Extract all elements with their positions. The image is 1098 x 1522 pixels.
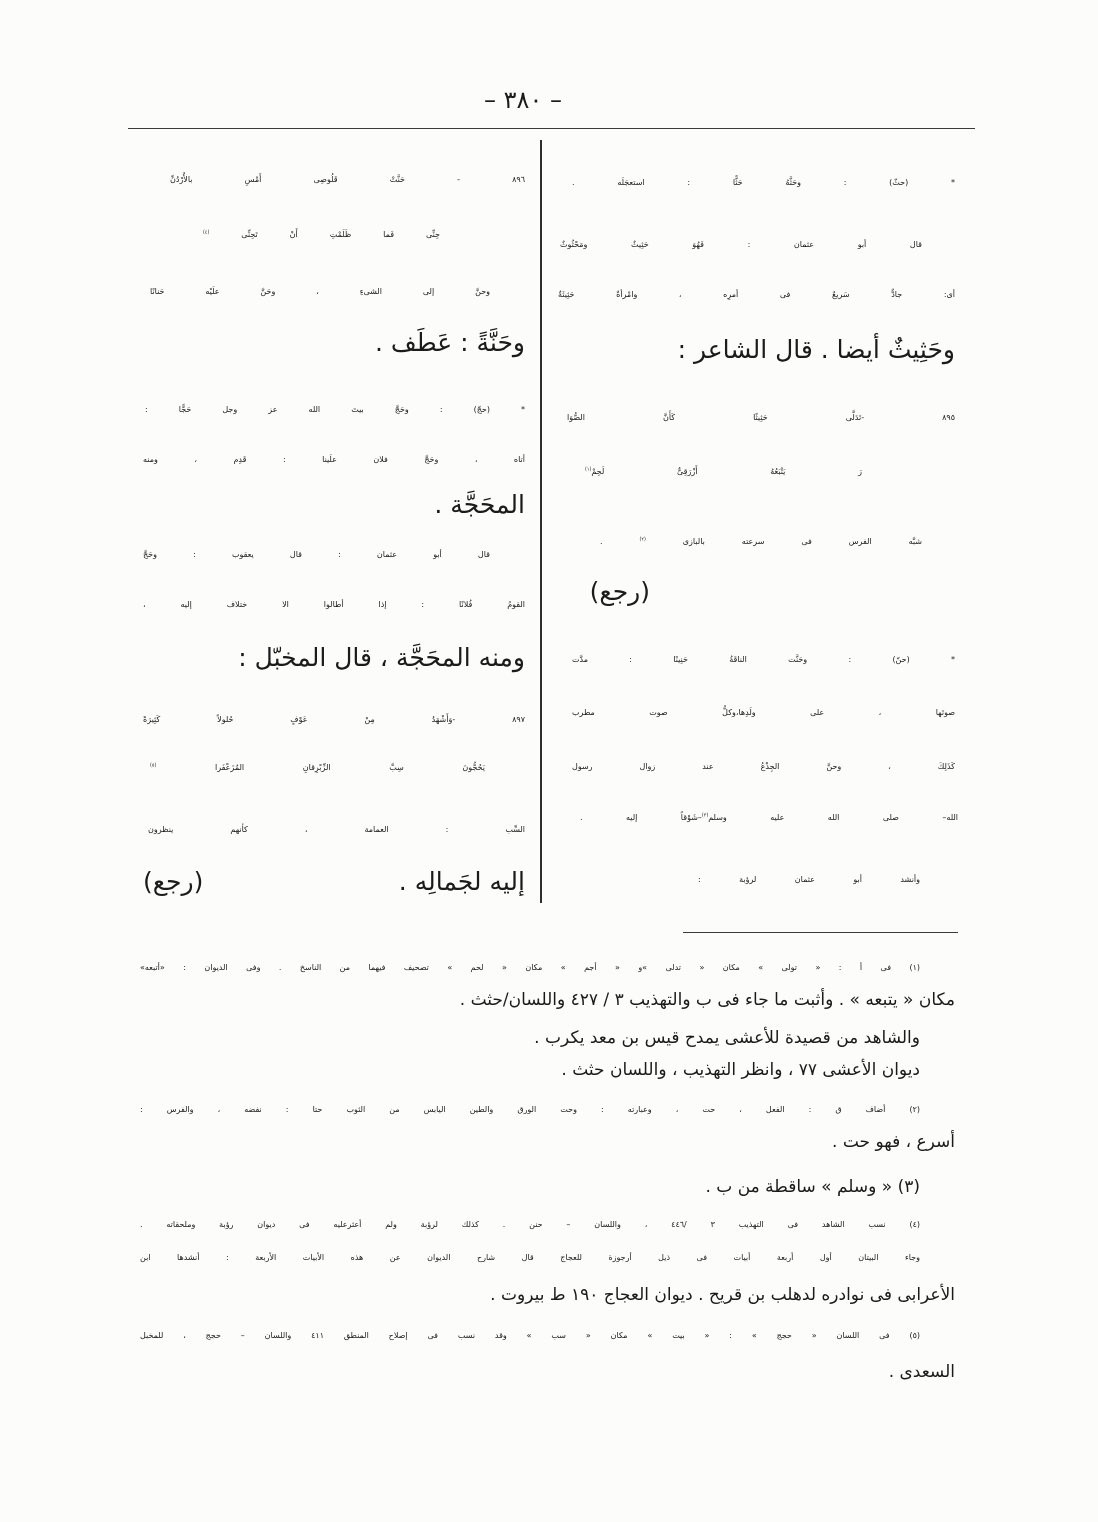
text-line [143, 535, 490, 575]
return-marker [560, 572, 650, 612]
line-text: الله– صلى الله عليه وسلم [708, 813, 958, 822]
footnote-line [140, 954, 920, 982]
footnote-text: أسرع ، فهو حت . [832, 1132, 955, 1152]
line-text: * (حثّ) : وحَثَّهُ حَثًّا : استعجَلَه . [572, 178, 955, 187]
footnote-ref: (٤) [203, 230, 210, 236]
line-text: القومُ فُلانًا : إذا أطالوا الا ختلاف إليه ، [143, 600, 525, 609]
footnote-text: (٥) فى اللسان « حجج » : « بيت » مكان « سب » وقد نسب فى إصلاح المنطق ٤١١ واللسان – حجج ، للمخبل [140, 1331, 921, 1340]
footnote-ref: (١) [585, 467, 592, 473]
line-text: وحَثِيثٌ أيضا . قال الشاعر : [677, 335, 955, 364]
line-text: ومنه المحَجَّة ، قال المخبّل : [238, 643, 525, 672]
entry-line [572, 163, 955, 203]
page-number: – ٣٨٠ – [484, 86, 562, 114]
text-line [558, 275, 955, 315]
text-line [575, 330, 955, 370]
line-text: (رجع) [589, 577, 650, 606]
text-line [572, 747, 955, 787]
line-text: شبَّه الفرس فى سرعته بالبازى [682, 537, 923, 546]
line-text: قال أبو عثمان : قال يعقوب : وحَجَّ [143, 550, 490, 559]
left-column [128, 140, 528, 910]
footnote-line [140, 1322, 920, 1350]
verse-line [143, 700, 525, 740]
line-text-end: . [600, 537, 603, 546]
verse-line [203, 215, 440, 255]
footnote-line [140, 1244, 920, 1272]
line-text: وحنَّ إلى الشىءِ ، وحَنَّ علَيْه حَنانًا [150, 287, 490, 296]
line-text: وأنشد أبو عثمان لرؤبة : [698, 875, 920, 884]
text-line [698, 860, 920, 900]
footnote-ref: (٢) [639, 537, 646, 543]
text-line [325, 862, 525, 902]
page-header [458, 84, 588, 116]
footnotes [128, 925, 958, 1395]
footnote-text: ديوان الأعشى ٧٧ ، وانظر التهذيب ، واللسان حثث . [561, 1060, 920, 1080]
footnote-line [420, 1173, 920, 1201]
footnote-line [155, 986, 955, 1014]
line-text: رَ يَتْبَعُهُ أَزْرَقِىٌّ لَحِمْ [591, 467, 862, 476]
line-text: ٨٩٦ - حَنَّتْ قَلُوصِى أَمْسِ بالأُرْدُنِّ [170, 175, 525, 184]
footnote-text: (١) فى أ : « تولى » مكان « تدلى »و « أجم » مكان « لحم » تصحيف فيهما من الناسخ . وفى الديوان : «أتبعه» [140, 963, 920, 972]
verse-line [170, 160, 525, 200]
return-marker [143, 862, 238, 902]
column-divider [540, 140, 542, 903]
footnote-ref: (٥) [150, 763, 157, 769]
text-line [580, 798, 958, 838]
footnote-text: (٢) أضاف ق : الفعل ، حت ، وعبارته : وحت الورق والطين اليابس من الثوب حتا : نفضه ، والفرس : [140, 1105, 920, 1114]
footnote-text: الأعرابى فى نوادره لدهلب بن قريح . ديوان العجاج ١٩٠ ط بيروت . [490, 1285, 955, 1305]
text-line [150, 272, 490, 312]
footnote-text: والشاهد من قصيدة للأعشى يمدح قيس بن معد يكرب . [534, 1028, 920, 1048]
line-text: أى: جادٌّ سَريعٌ فى أمرِه ، وامْرأةٌ حَثِيثَةٌ [558, 290, 955, 299]
line-text: السِّب : العمامة ، كأنهم ينظرون [148, 825, 525, 834]
line-text: أتاه ، وحَجَّ فلان علَينا : قَدِم ، ومنه [143, 455, 525, 464]
footnote-line [140, 1096, 920, 1124]
footnote-line [655, 1358, 955, 1386]
text-line [600, 522, 922, 562]
line-text: صوتَها ، على ولَدِها،وكلُّ صوت مطرب [572, 708, 955, 717]
line-text: كَذَلِكَ ، وحنَّ الجِذْعُ عند زوال رسول [572, 762, 955, 771]
verse-line [585, 452, 862, 492]
line-text: ٨٩٧ -وَأَشْهَدُ مِنْ عَوْفٍ حُلولاً كَثِيرَةً [143, 715, 525, 724]
entry-line [145, 390, 525, 430]
footnote-line [140, 1211, 920, 1239]
footnote-ref: (٣) [701, 813, 709, 819]
line-text: ٨٩٥ -تَدَلَّى حَثِيثًا كَأَنَّ الصُّوَا [567, 413, 955, 422]
right-column [553, 140, 958, 910]
footnote-text: (٣) « وسلم » ساقطة من ب . [705, 1177, 920, 1197]
text-line [143, 585, 525, 625]
entry-line [572, 640, 955, 680]
line-text: المحَجَّة . [434, 490, 525, 519]
line-text: (رجع) [143, 867, 204, 896]
line-text: حِنِّى فَما ظَلَمْتِ أَنْ تَحِنِّى [241, 230, 440, 239]
text-line [148, 810, 525, 850]
footnote-separator [683, 932, 958, 933]
line-text-end: –شَوْقاً إليه . [580, 813, 702, 822]
text-line [572, 693, 955, 733]
line-text: * (حجّ) : وحَجَّ بيتَ الله عز وجل حَجًّا : [145, 405, 525, 414]
footnote-line [220, 1024, 920, 1052]
verse-line [150, 748, 485, 788]
verse-line [567, 398, 955, 438]
footnote-text: وجاء البيتان أول أربعة أبيات فى ذيل أرجوزة للعجاج قال شارح الديوان عن هذه الأبيات الأربعة : أنشدها ابن [140, 1253, 920, 1262]
header-rule [128, 128, 975, 129]
line-text: قال أبو عثمان : فَهُوَ حَثِيثٌ ومَحْثُوثٌ [560, 240, 922, 249]
line-text: يَحُجُّونَ سِبَّ الزِّبْرِقانِ المُزَعْفَرا [214, 763, 485, 772]
footnote-text: السعدى . [888, 1362, 955, 1382]
footnote-text: (٤) نسب الشاهد فى التهذيب ٣ /٤٤٦ ، واللسان – حنن . كذلك لرؤبة ولم أعثرعليه فى ديوان رؤبة وملحقاته . [140, 1220, 920, 1229]
footnote-text: مكان « يتبعه » . وأثبت ما جاء فى ب والتهذيب ٣ / ٤٢٧ واللسان/حثث . [459, 990, 955, 1010]
line-text: * (حنّ) : وحَنَّت الناقَةُ حَنِينًا : مدَّت [572, 655, 955, 664]
line-text: إليه لجَمالِه . [398, 867, 525, 896]
text-line [145, 638, 525, 678]
text-line [143, 440, 525, 480]
footnote-line [220, 1056, 920, 1084]
text-line [155, 323, 525, 363]
footnote-line [555, 1128, 955, 1156]
text-line [325, 485, 525, 525]
footnote-line [155, 1281, 955, 1309]
text-line [560, 225, 922, 265]
line-text: وحَنَّةً : عَطَف . [375, 328, 525, 357]
